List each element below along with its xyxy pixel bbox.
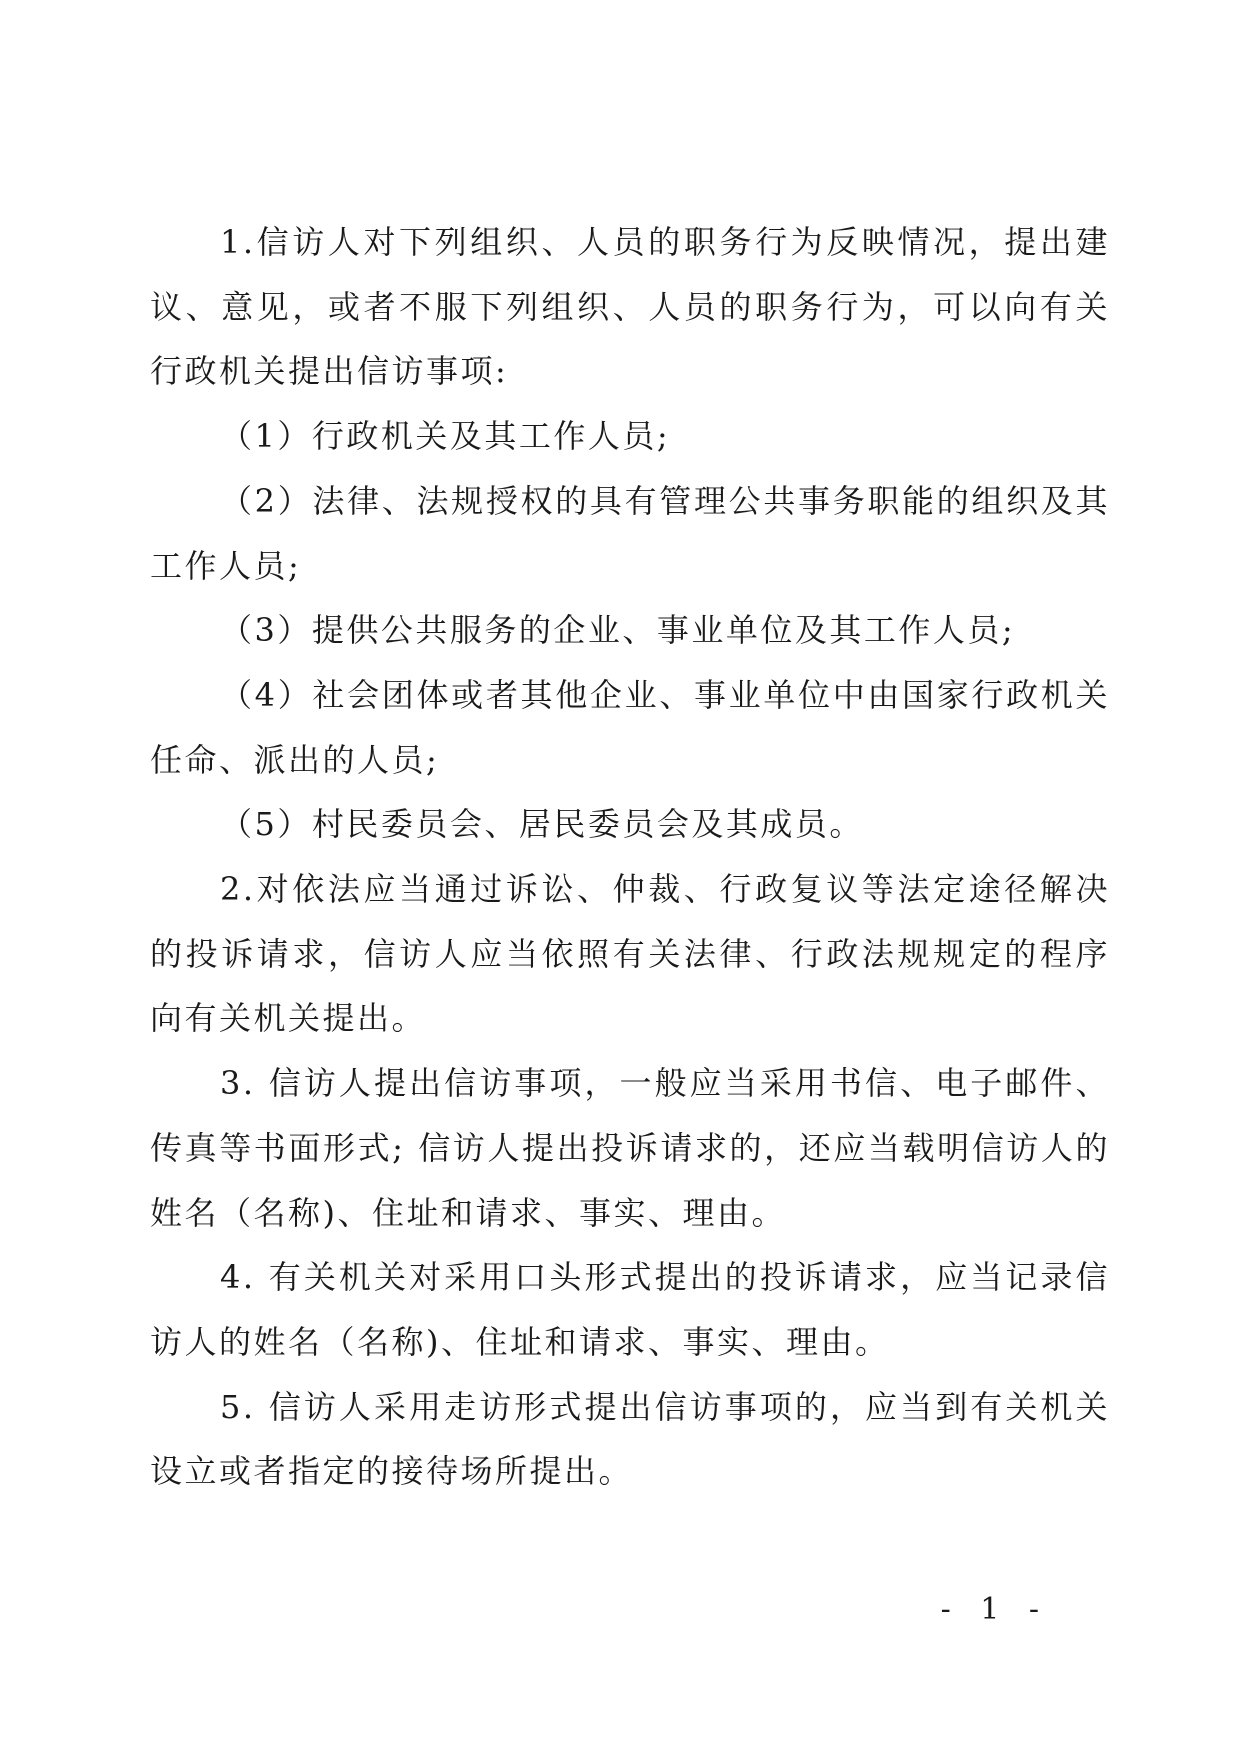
paragraph-subitem-3: （3）提供公共服务的企业、事业单位及其工作人员; (220, 611, 1016, 650)
paragraph-subitem-2: （2）法律、法规授权的具有管理公共事务职能的组织及其工作人员; (150, 481, 1110, 585)
document-body (150, 210, 1110, 1504)
paragraph-subitem-4: （4）社会团体或者其他企业、事业单位中由国家行政机关任命、派出的人员; (150, 675, 1110, 779)
paragraph-item-2: 2.对依法应当通过诉讼、仲裁、行政复议等法定途径解决的投诉请求，信访人应当依照有关法律、行政法规规定的程序向有关机关提出。 (150, 870, 1110, 1038)
paragraph-item-5: 5. 信访人采用走访形式提出信访事项的，应当到有关机关设立或者指定的接待场所提出。 (150, 1387, 1110, 1491)
paragraph-item-4: 4. 有关机关对采用口头形式提出的投诉请求，应当记录信访人的姓名（名称)、住址和请求、事实、理由。 (150, 1258, 1110, 1361)
paragraph-item-3: 3. 信访人提出信访事项，一般应当采用书信、电子邮件、传真等书面形式; 信访人提出投诉请求的，还应当载明信访人的姓名（名称)、住址和请求、事实、理由。 (150, 1064, 1110, 1232)
paragraph-subitem-1: （1）行政机关及其工作人员; (220, 417, 671, 456)
paragraph-subitem-5: （5）村民委员会、居民委员会及其成员。 (220, 805, 864, 844)
paragraph-item-1: 1.信访人对下列组织、人员的职务行为反映情况，提出建议、意见，或者不服下列组织、人员的职务行为，可以向有关行政机关提出信访事项: (150, 223, 1110, 391)
page-number: - 1 - (940, 1592, 1049, 1627)
